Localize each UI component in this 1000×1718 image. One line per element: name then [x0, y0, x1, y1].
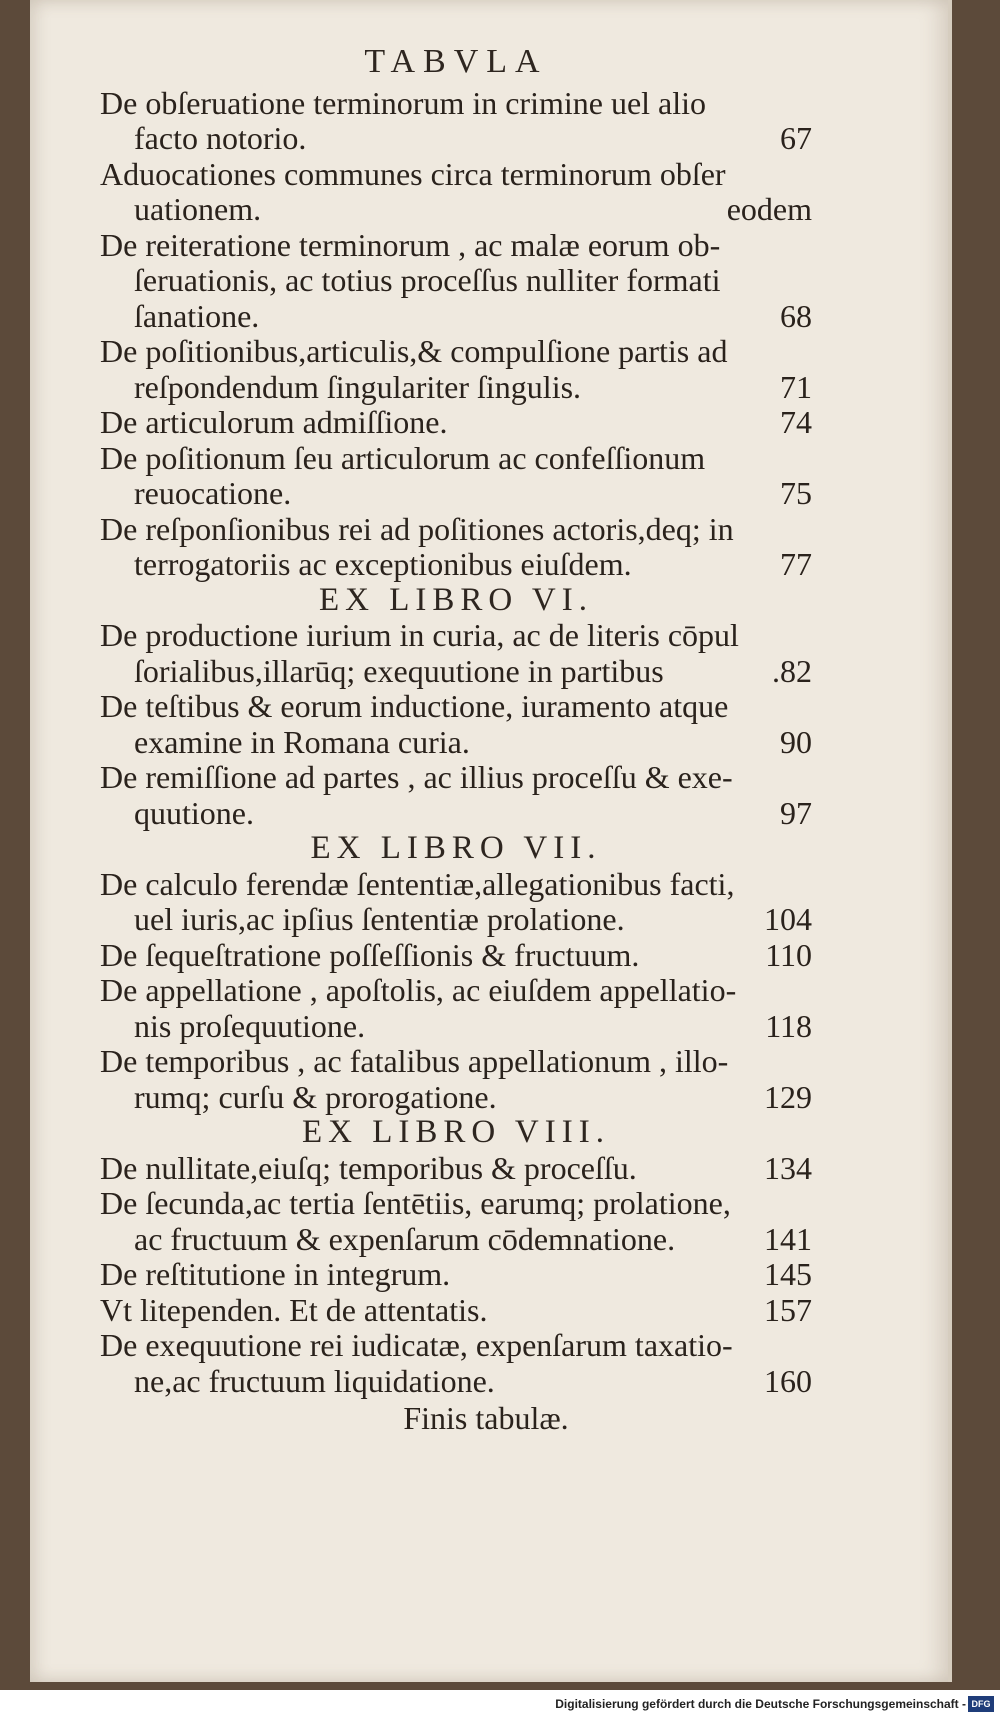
- toc-entry: [100, 334, 812, 405]
- entry-line: De articulorum admiſſione.: [100, 404, 448, 440]
- entry-line: De reſponſionibus rei ad poſitiones actoris,deq; in: [100, 510, 734, 547]
- entry-line: De ſequeſtratione poſſeſſionis & fructuum.: [100, 936, 640, 973]
- toc-entry: [100, 618, 812, 689]
- entry-line: examine in Romana curia.: [134, 723, 470, 760]
- entry-page-number: 157: [764, 1291, 812, 1328]
- entry-line: De poſitionum ſeu articulorum ac confeſſionum: [100, 439, 706, 476]
- entry-line: De reſtitutione in integrum.: [100, 1256, 451, 1292]
- toc-entry: [100, 973, 812, 1044]
- toc-entry: [100, 228, 812, 335]
- footer-credit: Digitalisierung gefördert durch die Deutsche Forschungsgemeinschaft -: [555, 1697, 966, 1711]
- entry-page-number: 160: [764, 1362, 812, 1399]
- dfg-logo-icon: DFG: [968, 1696, 994, 1712]
- entry-line: ſeruationis, ac totius proceſſus nulliter formati: [134, 262, 721, 298]
- entry-page-number: 134: [764, 1149, 812, 1186]
- toc-entry: [100, 867, 812, 938]
- entry-line: De calculo ferendæ ſententiæ,allegationibus facti,: [100, 865, 735, 902]
- toc-entries: [100, 86, 812, 1400]
- toc-entry: [100, 1044, 812, 1115]
- entry-page-number: 74: [780, 404, 812, 440]
- entry-line: nis proſequutione.: [134, 1007, 366, 1044]
- entry-page-number: 77: [780, 546, 812, 582]
- toc-entry: [100, 1257, 812, 1293]
- entry-line: De appellatione , apoſtolis, ac eiuſdem appellatio-: [100, 972, 737, 1008]
- entry-line: De temporibus , ac fatalibus appellationum , illo-: [100, 1043, 729, 1079]
- toc-entry: [100, 441, 812, 512]
- entry-line: reuocatione.: [134, 475, 292, 511]
- section-heading: EX LIBRO VI.: [319, 581, 593, 618]
- toc-entry: [100, 938, 812, 974]
- page-title: TABVLA: [364, 43, 548, 80]
- section-heading: EX LIBRO VIII.: [302, 1114, 610, 1150]
- entry-line: De reiteratione terminorum , ac malæ eorum ob-: [100, 226, 721, 263]
- entry-line: De obſeruatione terminorum in crimine uel alio: [100, 84, 707, 121]
- entry-line: De poſitionibus,articulis,& compulſione partis ad: [100, 333, 728, 369]
- entry-line: terrogatoriis ac exceptionibus eiuſdem.: [134, 546, 632, 582]
- toc-entry: [100, 1186, 812, 1257]
- entry-line: facto notorio.: [134, 120, 307, 156]
- entry-line: ac fructuum & expenſarum cōdemnatione.: [134, 1220, 676, 1257]
- toc-entry: [100, 405, 812, 441]
- entry-line: ne,ac fructuum liquidatione.: [134, 1362, 495, 1399]
- entry-page-number: 67: [780, 120, 812, 156]
- entry-line: De teſtibus & eorum inductione, iuramento atque: [100, 688, 729, 724]
- entry-line: De productione iurium in curia, ac de literis cōpul: [100, 617, 739, 653]
- entry-page-number: 71: [780, 368, 812, 405]
- entry-line: quutione.: [134, 794, 254, 831]
- toc-entry: [100, 86, 812, 157]
- entry-line: rumq; curſu & prorogatione.: [134, 1078, 497, 1115]
- entry-line: De nullitate,eiuſq; temporibus & proceſſu.: [100, 1149, 637, 1186]
- entry-page-number: 75: [780, 475, 812, 511]
- book-page: [30, 0, 948, 1682]
- entry-page-number: .82: [772, 652, 812, 689]
- entry-line: uationem.: [134, 191, 262, 227]
- page-edge: [948, 0, 952, 1682]
- entry-page-number: 141: [764, 1220, 812, 1257]
- entry-line: reſpondendum ſingulariter ſingulis.: [134, 368, 582, 405]
- toc-entry: [100, 689, 812, 760]
- entry-page-number: 118: [765, 1007, 812, 1044]
- entry-line: Aduocationes communes circa terminorum obſer: [100, 155, 726, 192]
- entry-line: ſorialibus,illarūq; exequutione in partibus: [134, 652, 664, 689]
- entry-line: Vt litependen. Et de attentatis.: [100, 1291, 488, 1328]
- entry-line: De ſecunda,ac tertia ſentētiis, earumq; prolatione,: [100, 1185, 731, 1221]
- table-of-contents: [100, 40, 812, 1437]
- toc-entry: [100, 1151, 812, 1187]
- entry-page-number: 110: [765, 936, 812, 973]
- toc-entry: [100, 157, 812, 228]
- entry-page-number: eodem: [726, 191, 812, 227]
- entry-page-number: 104: [764, 901, 812, 937]
- section-heading: EX LIBRO VII.: [310, 830, 602, 866]
- entry-page-number: 90: [780, 723, 812, 760]
- entry-page-number: 97: [780, 794, 812, 831]
- toc-entry: [100, 512, 812, 583]
- entry-line: De exequutione rei iudicatæ, expenſarum taxatio-: [100, 1327, 733, 1363]
- entry-page-number: 129: [764, 1078, 812, 1115]
- finis-line: Finis tabulæ.: [403, 1400, 569, 1436]
- toc-entry: [100, 1293, 812, 1329]
- entry-line: De remiſſione ad partes , ac illius proceſſu & exe-: [100, 759, 733, 795]
- entry-line: ſanatione.: [134, 297, 260, 334]
- entry-page-number: 68: [780, 297, 812, 334]
- toc-entry: [100, 1328, 812, 1399]
- toc-entry: [100, 760, 812, 831]
- entry-page-number: 145: [764, 1256, 812, 1292]
- footer-bar: [0, 1694, 1000, 1718]
- entry-line: uel iuris,ac ipſius ſententiæ prolatione.: [134, 901, 625, 937]
